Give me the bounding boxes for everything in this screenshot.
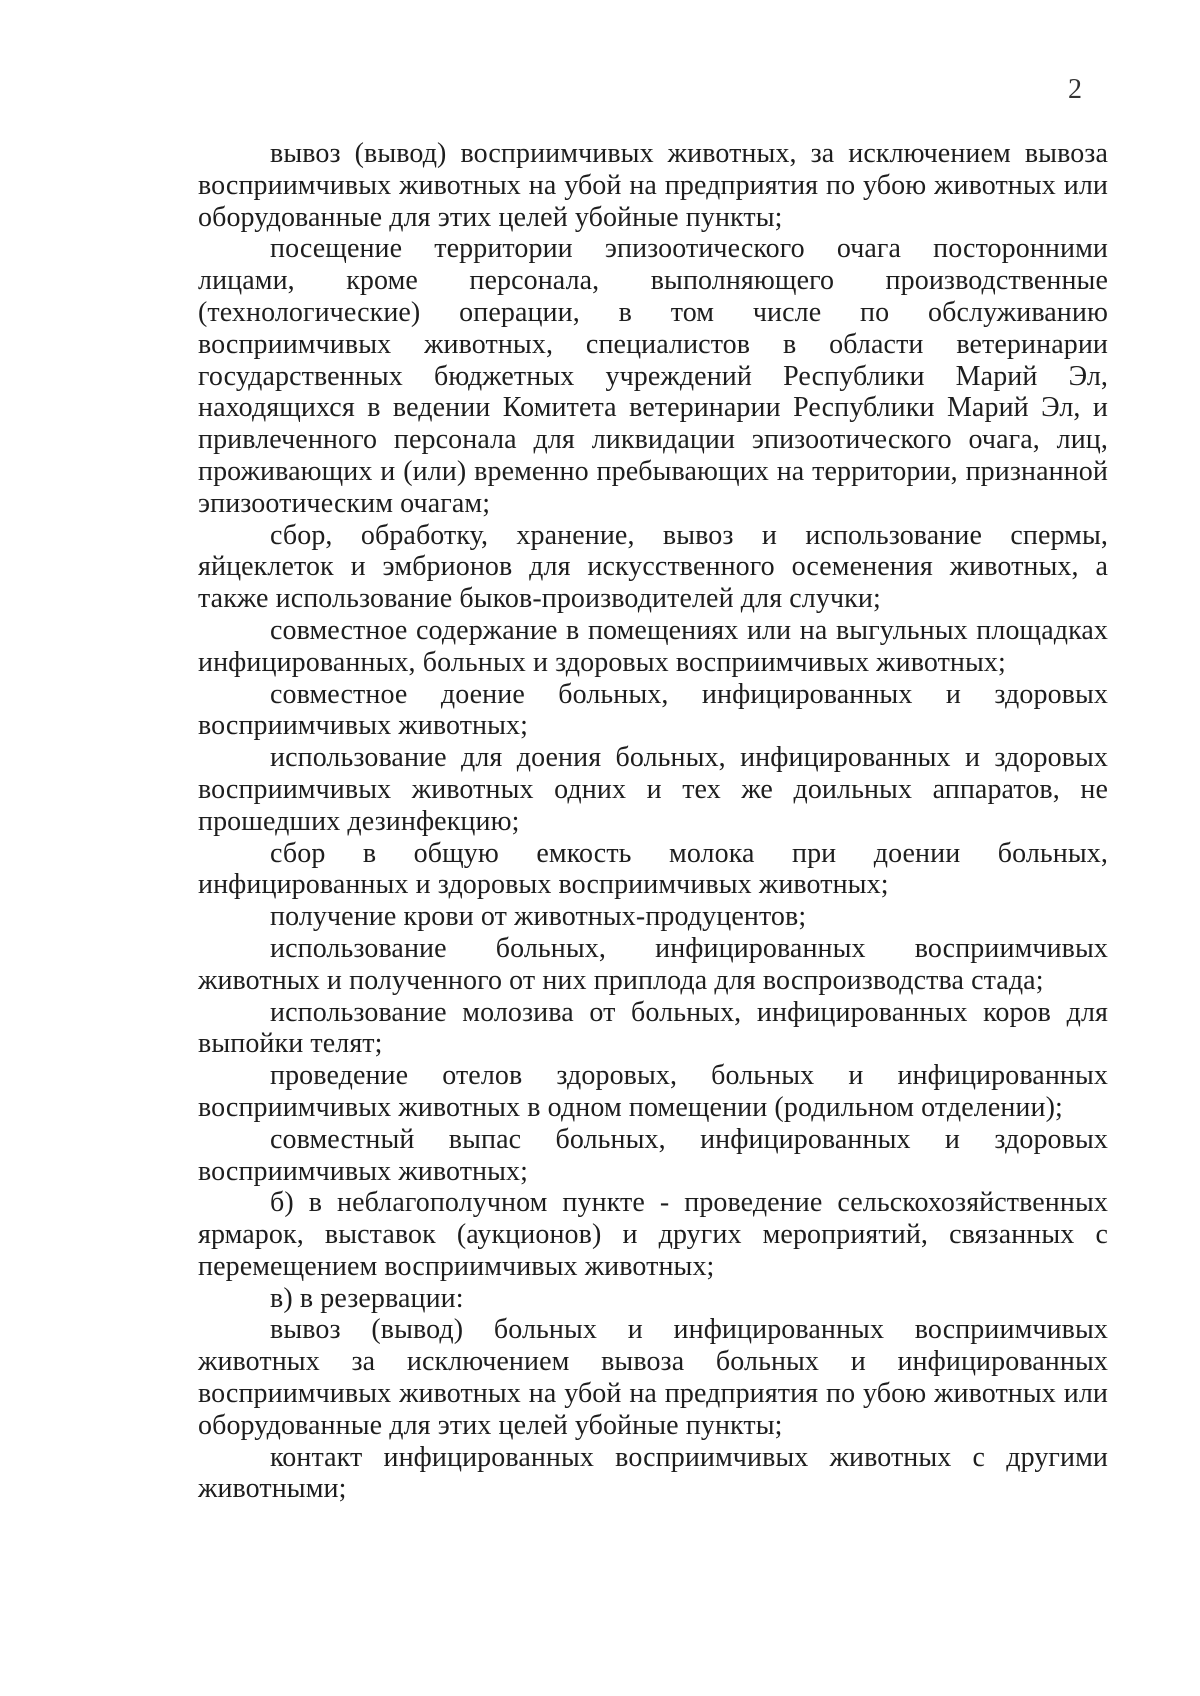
paragraph: сбор, обработку, хранение, вывоз и использование спермы, яйцеклеток и эмбрионов для искусственного осеменения животных, а также использование быков-производителей для случки; — [198, 519, 1108, 615]
paragraph: вывоз (вывод) больных и инфицированных восприимчивых животных за исключением вывоза больных и инфицированных восприимчивых животных на убой на предприятия по убою животных или оборудованные для этих целей убойные пункты; — [198, 1314, 1108, 1441]
paragraph: вывоз (вывод) восприимчивых животных, за исключением вывоза восприимчивых животных на убой на предприятия по убою животных или оборудованные для этих целей убойные пункты; — [198, 138, 1108, 233]
paragraph: использование для доения больных, инфицированных и здоровых восприимчивых животных одних и тех же доильных аппаратов, не прошедших дезинфекцию; — [198, 742, 1108, 837]
paragraph: сбор в общую емкость молока при доении больных, инфицированных и здоровых восприимчивых животных; — [198, 837, 1108, 901]
paragraph: использование больных, инфицированных восприимчивых животных и полученного от них приплода для воспроизводства стада; — [198, 932, 1108, 996]
paragraph: совместный выпас больных, инфицированных и здоровых восприимчивых животных; — [198, 1123, 1108, 1187]
document-body — [198, 138, 1108, 1505]
page-number: 2 — [1068, 74, 1082, 105]
paragraph: совместное содержание в помещениях или на выгульных площадках инфицированных, больных и здоровых восприимчивых животных; — [198, 614, 1108, 678]
paragraph: контакт инфицированных восприимчивых животных с другими животными; — [198, 1441, 1108, 1505]
paragraph: б) в неблагополучном пункте - проведение сельскохозяйственных ярмарок, выставок (аукционов) и других мероприятий, связанных с перемещением восприимчивых животных; — [198, 1187, 1108, 1282]
paragraph: посещение территории эпизоотического очага посторонними лицами, кроме персонала, выполняющего производственные (технологические) операции, в том числе по обслуживанию восприимчивых животных, специалистов в области ветеринарии государственных бюджетных учреждений Республики Марий Эл, находящихся в ведении Комитета ветеринарии Республики Марий Эл, и привлеченного персонала для ликвидации эпизоотического очага, лиц, проживающих и (или) временно пребывающих на территории, признанной эпизоотическим очагам; — [198, 233, 1108, 519]
paragraph: получение крови от животных-продуцентов; — [270, 901, 807, 933]
paragraph: совместное доение больных, инфицированных и здоровых восприимчивых животных; — [198, 678, 1108, 742]
paragraph: проведение отелов здоровых, больных и инфицированных восприимчивых животных в одном помещении (родильном отделении); — [198, 1060, 1108, 1123]
paragraph: использование молозива от больных, инфицированных коров для выпойки телят; — [198, 996, 1108, 1060]
paragraph: в) в резервации: — [270, 1282, 464, 1314]
